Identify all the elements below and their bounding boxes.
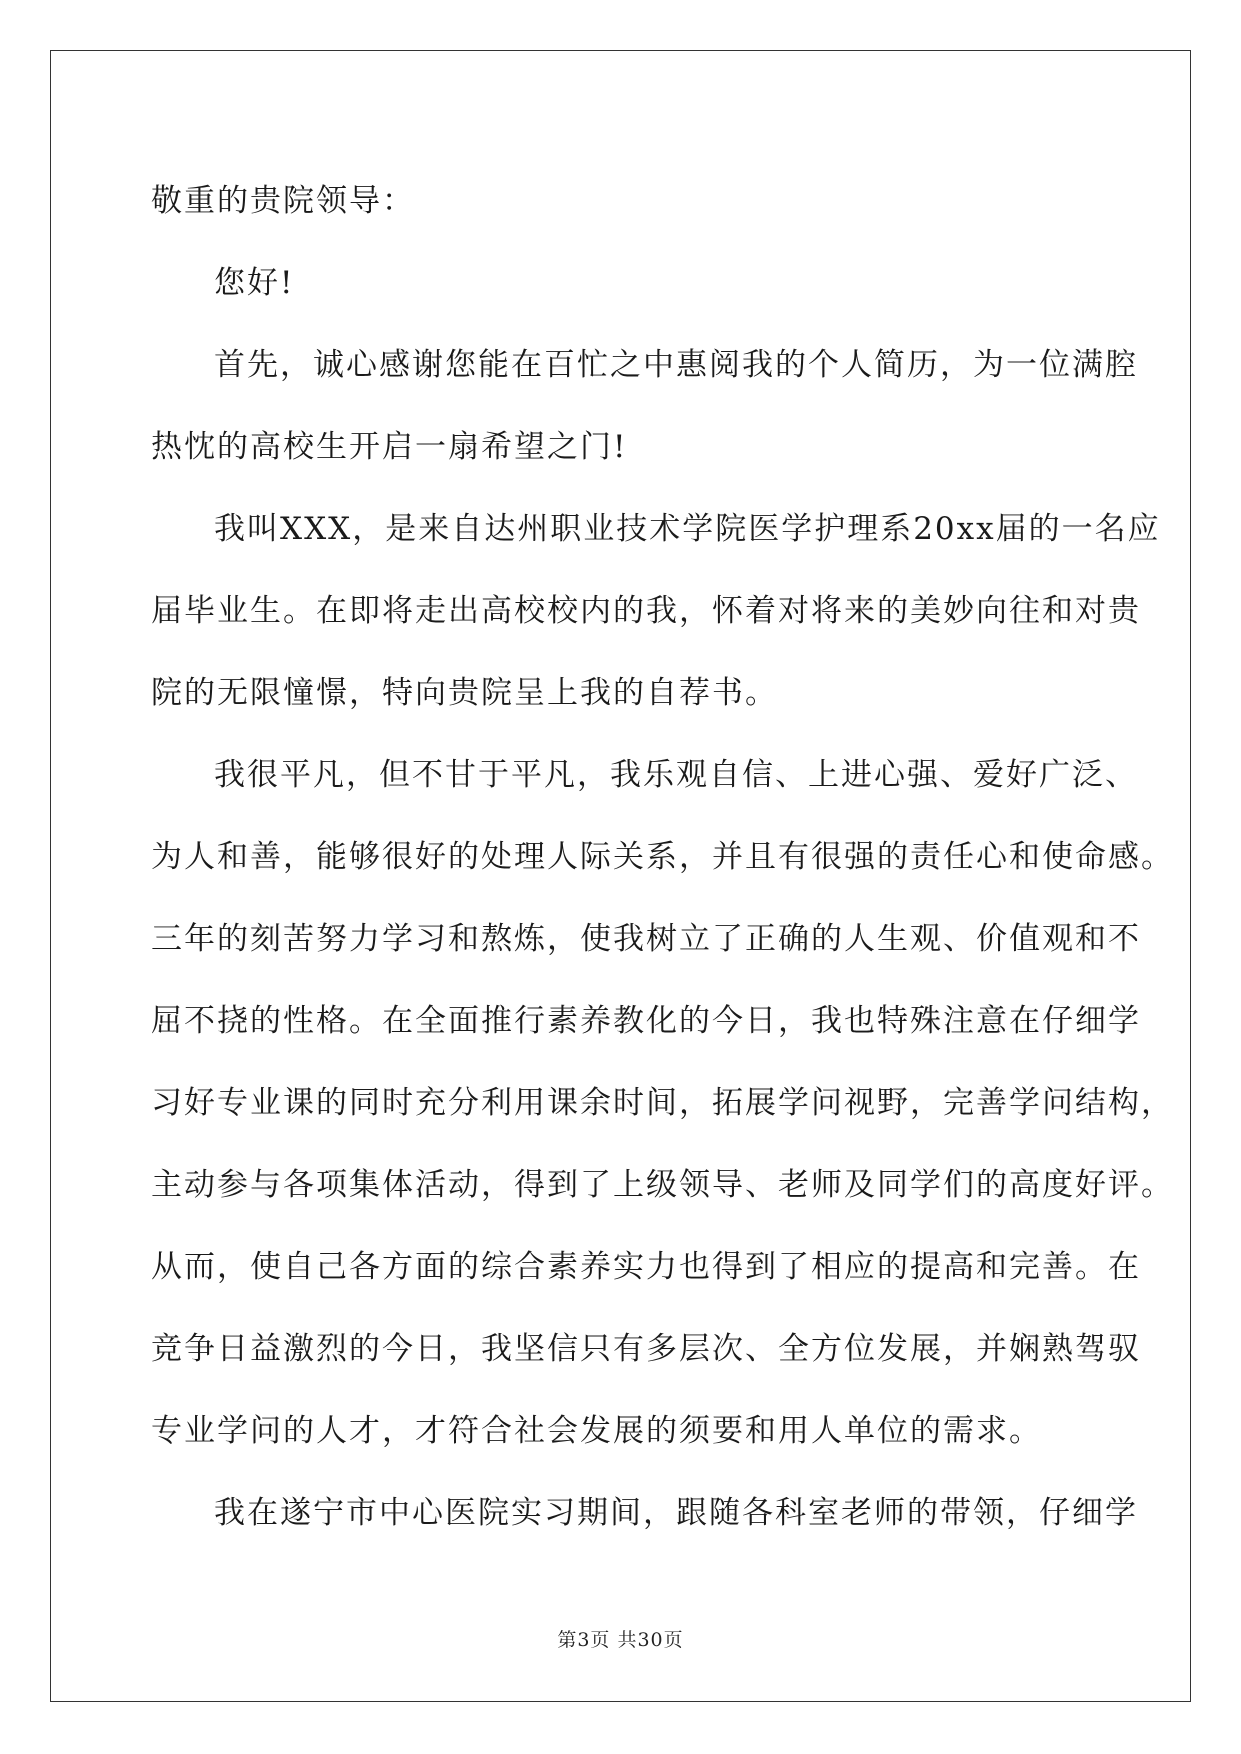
- page-number-footer: 第3页 共30页: [557, 1629, 684, 1651]
- text-line: 我很平凡，但不甘于平凡，我乐观自信、上进心强、爱好广泛、: [214, 757, 1138, 793]
- text-line: 院的无限憧憬，特向贵院呈上我的自荐书。: [151, 675, 778, 711]
- salutation-line: 敬重的贵院领导：: [151, 183, 415, 219]
- text-line: 习好专业课的同时充分利用课余时间，拓展学问视野，完善学问结构，: [151, 1085, 1174, 1121]
- text-line: 热忱的高校生开启一扇希望之门!: [151, 429, 628, 465]
- text-line: 专业学问的人才，才符合社会发展的须要和用人单位的需求。: [151, 1413, 1042, 1449]
- text-line: 我在遂宁市中心医院实习期间，跟随各科室老师的带领，仔细学: [214, 1495, 1138, 1531]
- text-line: 首先，诚心感谢您能在百忙之中惠阅我的个人简历，为一位满腔: [214, 347, 1138, 383]
- greeting-line: 您好!: [214, 265, 295, 301]
- text-line: 屈不挠的性格。在全面推行素养教化的今日，我也特殊注意在仔细学: [151, 1003, 1141, 1039]
- text-line: 从而，使自己各方面的综合素养实力也得到了相应的提高和完善。在: [151, 1249, 1141, 1285]
- letter-body: [151, 160, 1174, 1554]
- text-line: 竞争日益激烈的今日，我坚信只有多层次、全方位发展，并娴熟驾驭: [151, 1331, 1141, 1367]
- text-line: 为人和善，能够很好的处理人际关系，并且有很强的责任心和使命感。: [151, 839, 1174, 875]
- text-line: 主动参与各项集体活动，得到了上级领导、老师及同学们的高度好评。: [151, 1167, 1174, 1203]
- text-line: 届毕业生。在即将走出高校校内的我，怀着对将来的美妙向往和对贵: [151, 593, 1141, 629]
- text-line: 三年的刻苦努力学习和熬炼，使我树立了正确的人生观、价值观和不: [151, 921, 1141, 957]
- text-line: 我叫XXX，是来自达州职业技术学院医学护理系20xx届的一名应: [214, 511, 1161, 547]
